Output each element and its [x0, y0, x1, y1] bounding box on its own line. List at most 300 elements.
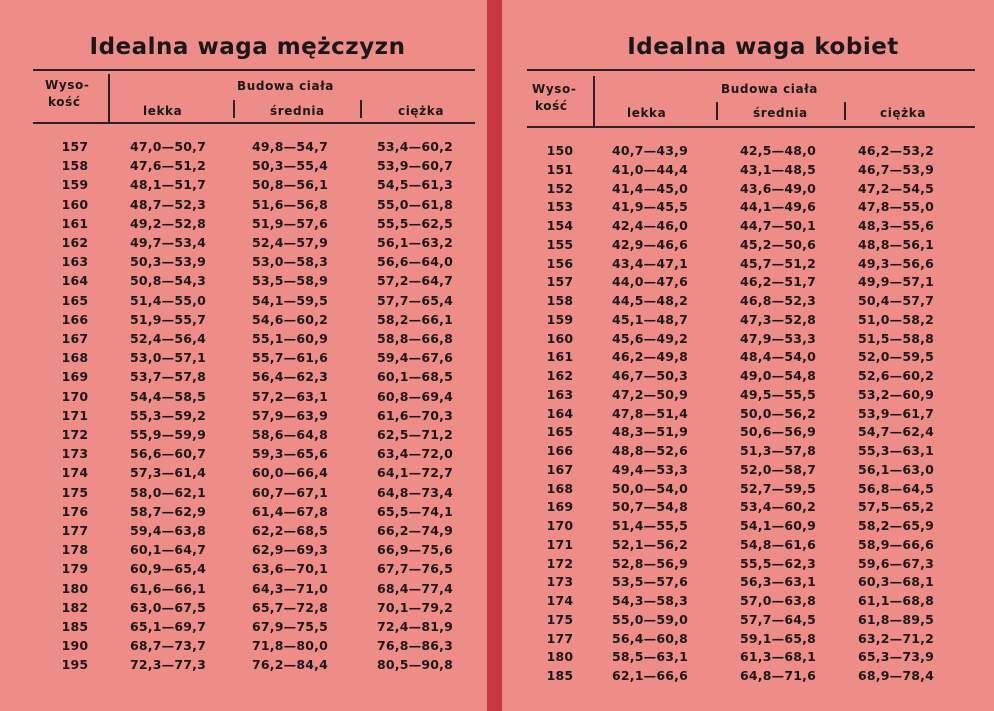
cell-medium: 44,7—50,1 [740, 218, 816, 233]
cell-medium: 60,0—66,4 [252, 465, 328, 481]
table-row [0, 504, 487, 523]
cell-light: 40,7—43,9 [612, 143, 688, 158]
cell-heavy: 59,4—67,6 [377, 350, 453, 366]
cell-heavy: 48,8—56,1 [858, 236, 934, 252]
cell-medium: 50,6—56,9 [740, 424, 816, 440]
table-row [502, 368, 994, 387]
cell-medium: 51,9—57,6 [252, 215, 328, 231]
women-page [502, 0, 994, 711]
table-row [502, 237, 994, 256]
cell-medium: 67,9—75,5 [252, 619, 328, 634]
cell-medium: 49,8—54,7 [252, 139, 328, 154]
cell-light: 43,4—47,1 [612, 255, 688, 271]
cell-light: 46,2—49,8 [612, 349, 688, 365]
cell-light: 56,4—60,8 [612, 630, 688, 646]
cell-heavy: 51,5—58,8 [858, 330, 934, 346]
cell-heavy: 59,6—67,3 [858, 555, 934, 571]
cell-height: 161 [546, 349, 574, 365]
table-row [0, 657, 487, 676]
men-col-divider-2 [360, 100, 362, 118]
cell-medium: 65,7—72,8 [252, 599, 328, 615]
cell-medium: 44,1—49,6 [740, 199, 816, 215]
cell-light: 52,8—56,9 [612, 555, 688, 571]
cell-medium: 61,4—67,8 [252, 503, 328, 519]
cell-light: 48,7—52,3 [130, 196, 206, 212]
table-row [0, 542, 487, 561]
cell-light: 50,7—54,8 [612, 499, 688, 515]
table-row [0, 446, 487, 465]
cell-heavy: 55,5—62,5 [377, 215, 453, 231]
cell-heavy: 61,6—70,3 [377, 407, 453, 423]
table-row [0, 331, 487, 350]
cell-light: 42,9—46,6 [612, 236, 688, 252]
table-row [0, 312, 487, 331]
cell-medium: 57,0—63,8 [740, 593, 816, 608]
cell-medium: 57,2—63,1 [252, 388, 328, 404]
cell-heavy: 63,2—71,2 [858, 630, 934, 646]
cell-light: 47,8—51,4 [612, 405, 688, 421]
cell-medium: 52,0—58,7 [740, 461, 816, 477]
cell-height: 155 [546, 236, 574, 252]
cell-heavy: 61,8—89,5 [858, 611, 934, 627]
women-col-divider-2 [844, 102, 846, 120]
table-row [502, 574, 994, 593]
table-row [0, 523, 487, 542]
cell-heavy: 56,1—63,2 [377, 235, 453, 250]
cell-height: 154 [546, 218, 574, 233]
cell-heavy: 52,6—60,2 [858, 368, 934, 383]
table-row [0, 158, 487, 177]
cell-medium: 53,5—58,9 [252, 273, 328, 289]
cell-light: 48,8—52,6 [612, 443, 688, 458]
cell-medium: 50,0—56,2 [740, 405, 816, 421]
cell-height: 167 [61, 331, 89, 346]
cell-heavy: 48,3—55,6 [858, 218, 934, 233]
cell-light: 58,0—62,1 [130, 484, 206, 500]
cell-heavy: 72,4—81,9 [377, 619, 453, 634]
women-col-light: lekka [627, 106, 667, 120]
cell-medium: 57,7—64,5 [740, 611, 816, 627]
cell-light: 41,9—45,5 [612, 199, 688, 215]
cell-height: 173 [546, 574, 574, 590]
cell-height: 180 [546, 649, 574, 665]
cell-light: 42,4—46,0 [612, 218, 688, 233]
cell-light: 50,3—53,9 [130, 254, 206, 270]
cell-heavy: 46,7—53,9 [858, 161, 934, 177]
women-top-rule [527, 69, 975, 71]
cell-height: 195 [61, 657, 89, 673]
table-row [0, 638, 487, 657]
cell-medium: 62,2—68,5 [252, 523, 328, 538]
table-row [502, 312, 994, 331]
cell-heavy: 56,1—63,0 [858, 461, 934, 477]
cell-height: 179 [61, 561, 89, 577]
cell-heavy: 54,7—62,4 [858, 424, 934, 440]
cell-height: 161 [61, 215, 89, 231]
men-title: Idealna waga mężczyzn [89, 34, 406, 60]
cell-medium: 59,3—65,6 [252, 446, 328, 462]
cell-height: 159 [546, 311, 574, 327]
cell-height: 174 [546, 593, 574, 608]
cell-light: 51,4—55,5 [612, 518, 688, 533]
table-row [502, 462, 994, 481]
cell-light: 41,0—44,4 [612, 161, 688, 177]
cell-medium: 54,6—60,2 [252, 311, 328, 327]
cell-heavy: 65,5—74,1 [377, 503, 453, 519]
table-row [502, 181, 994, 200]
cell-medium: 71,8—80,0 [252, 638, 328, 654]
cell-medium: 53,0—58,3 [252, 254, 328, 270]
cell-height: 170 [546, 518, 574, 533]
cell-heavy: 64,8—73,4 [377, 484, 453, 500]
table-row [502, 274, 994, 293]
cell-heavy: 63,4—72,0 [377, 446, 453, 462]
cell-heavy: 52,0—59,5 [858, 349, 934, 365]
cell-height: 163 [546, 386, 574, 402]
table-row [502, 537, 994, 556]
cell-medium: 43,1—48,5 [740, 161, 816, 177]
cell-medium: 54,1—60,9 [740, 518, 816, 533]
table-row [0, 465, 487, 484]
men-body-build-header: Budowa ciała [237, 79, 334, 93]
table-row [502, 631, 994, 650]
cell-height: 172 [61, 427, 89, 442]
table-row [0, 273, 487, 292]
table-row [0, 485, 487, 504]
cell-light: 54,4—58,5 [130, 388, 206, 404]
women-height-header-2: kość [535, 99, 568, 113]
table-row [0, 216, 487, 235]
men-header-rule [33, 122, 475, 124]
cell-height: 190 [61, 638, 89, 654]
cell-heavy: 70,1—79,2 [377, 599, 453, 615]
cell-light: 72,3—77,3 [130, 657, 206, 673]
cell-heavy: 58,9—66,6 [858, 536, 934, 552]
cell-light: 60,9—65,4 [130, 561, 206, 577]
cell-light: 52,4—56,4 [130, 331, 206, 346]
cell-heavy: 54,5—61,3 [377, 177, 453, 193]
table-row [0, 197, 487, 216]
cell-heavy: 58,2—66,1 [377, 311, 453, 327]
cell-heavy: 53,2—60,9 [858, 386, 934, 402]
cell-heavy: 47,2—54,5 [858, 180, 934, 196]
cell-height: 152 [546, 180, 574, 196]
men-page [0, 0, 487, 711]
cell-medium: 60,7—67,1 [252, 484, 328, 500]
cell-light: 53,0—57,1 [130, 350, 206, 366]
cell-heavy: 80,5—90,8 [377, 657, 453, 673]
table-row [502, 499, 994, 518]
cell-height: 157 [546, 274, 574, 290]
cell-medium: 64,8—71,6 [740, 668, 816, 683]
cell-light: 51,9—55,7 [130, 311, 206, 327]
cell-light: 46,7—50,3 [612, 368, 688, 383]
cell-medium: 49,0—54,8 [740, 368, 816, 383]
cell-medium: 61,3—68,1 [740, 649, 816, 665]
cell-height: 159 [61, 177, 89, 193]
cell-medium: 51,3—57,8 [740, 443, 816, 458]
cell-light: 45,1—48,7 [612, 311, 688, 327]
cell-height: 162 [61, 235, 89, 250]
table-row [0, 427, 487, 446]
cell-height: 168 [546, 480, 574, 496]
cell-heavy: 55,0—61,8 [377, 196, 453, 212]
table-row [502, 593, 994, 612]
table-row [502, 293, 994, 312]
cell-height: 174 [61, 465, 89, 481]
cell-height: 171 [546, 536, 574, 552]
table-row [502, 387, 994, 406]
cell-height: 175 [61, 484, 89, 500]
cell-light: 44,0—47,6 [612, 274, 688, 290]
page-fold [487, 0, 502, 711]
cell-heavy: 60,8—69,4 [377, 388, 453, 404]
cell-medium: 45,2—50,6 [740, 236, 816, 252]
cell-medium: 49,5—55,5 [740, 386, 816, 402]
table-row [502, 162, 994, 181]
cell-medium: 55,1—60,9 [252, 331, 328, 346]
cell-medium: 42,5—48,0 [740, 143, 816, 158]
cell-height: 157 [61, 139, 89, 154]
cell-height: 170 [61, 388, 89, 404]
cell-height: 177 [61, 523, 89, 538]
cell-medium: 56,4—62,3 [252, 369, 328, 385]
women-body-build-header: Budowa ciała [721, 82, 818, 96]
table-row [0, 139, 487, 158]
table-row [0, 581, 487, 600]
table-row [502, 612, 994, 631]
cell-medium: 46,8—52,3 [740, 293, 816, 308]
cell-light: 54,3—58,3 [612, 593, 688, 608]
cell-height: 150 [546, 143, 574, 158]
women-height-header-1: Wyso- [532, 82, 577, 96]
cell-medium: 48,4—54,0 [740, 349, 816, 365]
cell-medium: 47,9—53,3 [740, 330, 816, 346]
cell-light: 53,5—57,6 [612, 574, 688, 590]
cell-heavy: 60,1—68,5 [377, 369, 453, 385]
cell-heavy: 58,8—66,8 [377, 331, 453, 346]
cell-medium: 53,4—60,2 [740, 499, 816, 515]
cell-light: 58,5—63,1 [612, 649, 688, 665]
cell-light: 50,8—54,3 [130, 273, 206, 289]
cell-heavy: 57,7—65,4 [377, 292, 453, 308]
cell-height: 185 [546, 668, 574, 683]
cell-heavy: 50,4—57,7 [858, 293, 934, 308]
cell-heavy: 51,0—58,2 [858, 311, 934, 327]
cell-light: 62,1—66,6 [612, 668, 688, 683]
cell-medium: 62,9—69,3 [252, 542, 328, 558]
table-row [502, 443, 994, 462]
cell-medium: 54,8—61,6 [740, 536, 816, 552]
cell-light: 47,2—50,9 [612, 386, 688, 402]
cell-medium: 55,7—61,6 [252, 350, 328, 366]
table-row [502, 256, 994, 275]
cell-heavy: 58,2—65,9 [858, 518, 934, 533]
table-row [0, 350, 487, 369]
cell-heavy: 56,8—64,5 [858, 480, 934, 496]
cell-medium: 59,1—65,8 [740, 630, 816, 646]
cell-medium: 45,7—51,2 [740, 255, 816, 271]
cell-heavy: 53,9—60,7 [377, 158, 453, 174]
men-height-header-2: kość [48, 95, 81, 109]
women-col-heavy: ciężka [880, 106, 927, 120]
cell-medium: 47,3—52,8 [740, 311, 816, 327]
cell-medium: 43,6—49,0 [740, 180, 816, 196]
cell-height: 160 [61, 196, 89, 212]
cell-heavy: 49,3—56,6 [858, 255, 934, 271]
cell-light: 51,4—55,0 [130, 292, 206, 308]
table-row [0, 369, 487, 388]
cell-heavy: 76,8—86,3 [377, 638, 453, 654]
table-row [502, 556, 994, 575]
table-row [502, 481, 994, 500]
cell-height: 172 [546, 555, 574, 571]
table-row [0, 177, 487, 196]
cell-light: 68,7—73,7 [130, 638, 206, 654]
cell-light: 50,0—54,0 [612, 480, 688, 496]
men-col-divider-1 [233, 100, 235, 118]
table-row [0, 235, 487, 254]
cell-height: 166 [546, 443, 574, 458]
cell-light: 47,0—50,7 [130, 139, 206, 154]
table-row [502, 668, 994, 687]
cell-heavy: 56,6—64,0 [377, 254, 453, 270]
men-col-medium: średnia [270, 104, 325, 118]
table-row [502, 349, 994, 368]
cell-medium: 54,1—59,5 [252, 292, 328, 308]
women-col-divider-1 [716, 102, 718, 120]
table-row [502, 218, 994, 237]
cell-light: 49,2—52,8 [130, 215, 206, 231]
women-title: Idealna waga kobiet [627, 34, 899, 60]
cell-heavy: 57,5—65,2 [858, 499, 934, 515]
table-row [0, 619, 487, 638]
table-row [0, 254, 487, 273]
table-row [0, 389, 487, 408]
cell-height: 177 [546, 630, 574, 646]
table-row [0, 600, 487, 619]
men-height-header-1: Wyso- [45, 78, 90, 92]
table-row [502, 649, 994, 668]
cell-height: 178 [61, 542, 89, 558]
women-header-rule [527, 126, 975, 128]
cell-heavy: 53,9—61,7 [858, 405, 934, 421]
cell-height: 163 [61, 254, 89, 270]
cell-height: 165 [61, 292, 89, 308]
cell-light: 55,3—59,2 [130, 407, 206, 423]
cell-medium: 56,3—63,1 [740, 574, 816, 590]
cell-heavy: 61,1—68,8 [858, 593, 934, 608]
cell-height: 153 [546, 199, 574, 215]
cell-height: 156 [546, 255, 574, 271]
cell-heavy: 66,9—75,6 [377, 542, 453, 558]
cell-heavy: 68,4—77,4 [377, 580, 453, 596]
cell-light: 47,6—51,2 [130, 158, 206, 174]
cell-heavy: 65,3—73,9 [858, 649, 934, 665]
cell-light: 57,3—61,4 [130, 465, 206, 481]
cell-light: 58,7—62,9 [130, 503, 206, 519]
cell-light: 45,6—49,2 [612, 330, 688, 346]
cell-height: 168 [61, 350, 89, 366]
cell-light: 48,3—51,9 [612, 424, 688, 440]
cell-light: 41,4—45,0 [612, 180, 688, 196]
table-row [0, 561, 487, 580]
cell-medium: 64,3—71,0 [252, 580, 328, 596]
cell-medium: 63,6—70,1 [252, 561, 328, 577]
cell-heavy: 53,4—60,2 [377, 139, 453, 154]
cell-medium: 52,4—57,9 [252, 235, 328, 250]
cell-light: 52,1—56,2 [612, 536, 688, 552]
cell-light: 59,4—63,8 [130, 523, 206, 538]
cell-light: 49,7—53,4 [130, 235, 206, 250]
cell-height: 171 [61, 407, 89, 423]
table-row [0, 293, 487, 312]
cell-height: 160 [546, 330, 574, 346]
cell-medium: 50,8—56,1 [252, 177, 328, 193]
cell-height: 151 [546, 161, 574, 177]
cell-height: 167 [546, 461, 574, 477]
cell-heavy: 68,9—78,4 [858, 668, 934, 683]
cell-medium: 50,3—55,4 [252, 158, 328, 174]
cell-light: 60,1—64,7 [130, 542, 206, 558]
cell-light: 55,0—59,0 [612, 611, 688, 627]
cell-light: 56,6—60,7 [130, 446, 206, 462]
cell-heavy: 46,2—53,2 [858, 143, 934, 158]
cell-height: 185 [61, 619, 89, 634]
cell-medium: 46,2—51,7 [740, 274, 816, 290]
men-header-divider [108, 74, 110, 122]
cell-heavy: 64,1—72,7 [377, 465, 453, 481]
cell-height: 175 [546, 611, 574, 627]
cell-light: 65,1—69,7 [130, 619, 206, 634]
cell-height: 162 [546, 368, 574, 383]
cell-heavy: 62,5—71,2 [377, 427, 453, 442]
cell-light: 48,1—51,7 [130, 177, 206, 193]
cell-height: 176 [61, 503, 89, 519]
cell-height: 169 [546, 499, 574, 515]
men-col-heavy: ciężka [398, 104, 445, 118]
cell-medium: 51,6—56,8 [252, 196, 328, 212]
table-row [502, 406, 994, 425]
cell-light: 63,0—67,5 [130, 599, 206, 615]
cell-height: 166 [61, 311, 89, 327]
cell-light: 53,7—57,8 [130, 369, 206, 385]
cell-heavy: 49,9—57,1 [858, 274, 934, 290]
cell-light: 49,4—53,3 [612, 461, 688, 477]
table-row [502, 518, 994, 537]
women-col-medium: średnia [753, 106, 808, 120]
cell-heavy: 57,2—64,7 [377, 273, 453, 289]
women-header-divider [593, 76, 595, 126]
cell-medium: 55,5—62,3 [740, 555, 816, 571]
table-row [502, 424, 994, 443]
cell-light: 61,6—66,1 [130, 580, 206, 596]
table-row [502, 199, 994, 218]
cell-height: 164 [61, 273, 89, 289]
cell-height: 158 [61, 158, 89, 174]
men-col-light: lekka [143, 104, 183, 118]
cell-heavy: 60,3—68,1 [858, 574, 934, 590]
cell-medium: 58,6—64,8 [252, 427, 328, 442]
cell-medium: 76,2—84,4 [252, 657, 328, 673]
cell-medium: 52,7—59,5 [740, 480, 816, 496]
cell-height: 164 [546, 405, 574, 421]
table-row [0, 408, 487, 427]
table-row [502, 143, 994, 162]
cell-heavy: 55,3—63,1 [858, 443, 934, 458]
table-row [502, 331, 994, 350]
cell-height: 158 [546, 293, 574, 308]
